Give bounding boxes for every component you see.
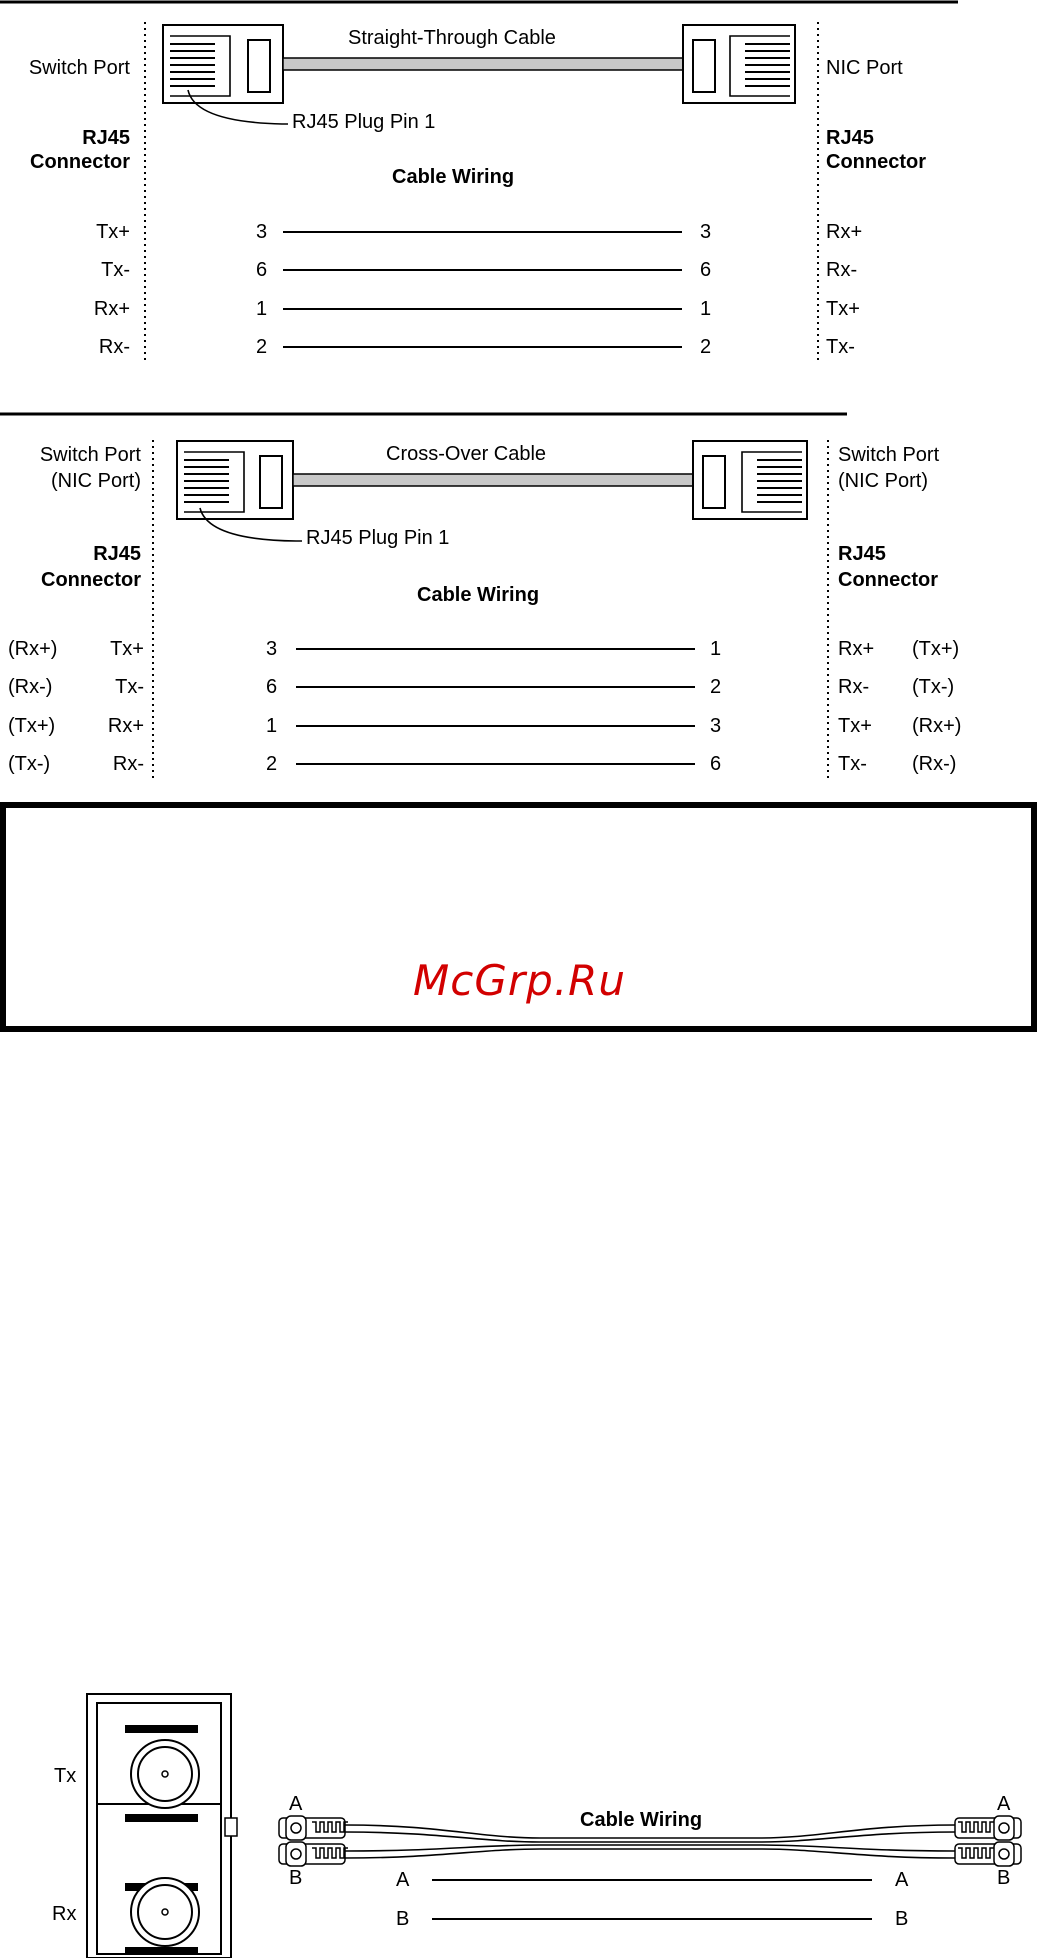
crossover-left-port-line2: (NIC Port) [51,470,141,492]
crossover-row-right-signal: Rx+ [838,638,875,660]
straight-row-left-signal: Rx- [98,336,130,358]
fiber-left-end-b-label: B [289,1867,303,1889]
crossover-row-left-signal: Tx+ [110,638,144,660]
crossover-row-left-pin: 6 [266,676,278,698]
crossover-row-left-signal: Tx- [115,676,144,698]
crossover-right-connector-line1: RJ45 [838,543,886,565]
fiber-left-connectors [279,1816,348,1866]
crossover-left-connector-line2: Connector [41,569,141,591]
straight-row-right-pin: 2 [700,336,712,358]
crossover-row-left-pin: 3 [266,638,278,660]
fiber-right-connectors [955,1816,1021,1866]
crossover-row-left-alt: (Tx+) [8,715,56,737]
crossover-row-left-alt: (Tx-) [8,753,51,775]
straight-right-connector-line1: RJ45 [826,127,874,149]
fiber-row-left: B [396,1908,410,1930]
crossover-row-right-pin: 2 [710,676,722,698]
crossover-row-right-signal: Tx+ [838,715,872,737]
fiber-row-right: A [895,1869,909,1891]
crossover-row-right-alt: (Tx+) [912,638,960,660]
crossover-left-connector-line1: RJ45 [93,543,141,565]
crossover-row-left-alt: (Rx-) [8,676,53,698]
crossover-right-port-line1: Switch Port [838,444,940,466]
crossover-right-connector-line2: Connector [838,569,938,591]
straight-row-left-pin: 1 [256,298,268,320]
fiber-wire-lines [432,1880,872,1919]
fiber-row-left: A [396,1869,410,1891]
crossover-row-left-alt: (Rx+) [8,638,58,660]
straight-right-rj45-plug [683,25,795,103]
straight-row-right-signal: Rx- [826,259,858,281]
straight-right-connector-line2: Connector [826,151,926,173]
crossover-row-right-alt: (Tx-) [912,676,955,698]
straight-row-left-signal: Tx+ [96,221,130,243]
straight-row-left-signal: Rx+ [93,298,130,320]
straight-wiring-title: Cable Wiring [392,166,515,188]
crossover-row-left-pin: 1 [266,715,278,737]
straight-cable-title: Straight-Through Cable [348,27,556,49]
crossover-row-left-signal: Rx+ [107,715,144,737]
straight-plug-pin-label: RJ45 Plug Pin 1 [292,111,436,133]
crossover-row-right-alt: (Rx+) [912,715,962,737]
straight-right-port-label: NIC Port [826,57,903,79]
straight-row-left-pin: 6 [256,259,268,281]
crossover-row-left-pin: 2 [266,753,278,775]
straight-row-left-pin: 2 [256,336,268,358]
crossover-row-right-pin: 1 [710,638,722,660]
crossover-row-right-signal: Rx- [838,676,870,698]
straight-wire-lines [283,232,682,347]
fiber-port-tx-label: Tx [54,1765,77,1787]
crossover-row-right-pin: 6 [710,753,722,775]
straight-row-right-signal: Tx- [826,336,855,358]
crossover-wire-lines [296,649,695,764]
fiber-left-end-a-label: A [289,1793,303,1815]
crossover-cable-title: Cross-Over Cable [386,443,547,465]
straight-row-right-signal: Rx+ [826,221,863,243]
straight-left-rj45-plug [163,25,283,103]
watermark-text: McGrp.Ru [413,956,626,1005]
straight-left-port-label: Switch Port [28,57,130,79]
straight-row-right-signal: Tx+ [826,298,860,320]
straight-left-connector-line1: RJ45 [82,127,130,149]
fiber-row-right: B [895,1908,909,1930]
straight-cable-body [283,58,683,70]
crossover-right-rj45-plug [693,441,807,519]
crossover-plug-pin-label: RJ45 Plug Pin 1 [306,527,450,549]
straight-row-left-pin: 3 [256,221,268,243]
crossover-left-rj45-plug [177,441,293,519]
crossover-row-right-signal: Tx- [838,753,867,775]
crossover-row-right-alt: (Rx-) [912,753,957,775]
fiber-right-end-a-label: A [997,1793,1011,1815]
fiber-wiring-title: Cable Wiring [580,1809,703,1831]
straight-left-connector-line2: Connector [30,151,130,173]
crossover-left-port-line1: Switch Port [39,444,141,466]
straight-row-right-pin: 3 [700,221,712,243]
straight-row-left-signal: Tx- [101,259,130,281]
crossover-right-port-line2: (NIC Port) [838,470,928,492]
crossover-row-right-pin: 3 [710,715,722,737]
straight-row-right-pin: 6 [700,259,712,281]
crossover-cable-body [293,474,693,486]
fiber-port-rx-label: Rx [52,1903,77,1925]
fiber-transceiver-port [87,1694,237,1958]
straight-row-right-pin: 1 [700,298,712,320]
crossover-row-left-signal: Rx- [112,753,144,775]
fiber-right-end-b-label: B [997,1867,1011,1889]
crossover-wiring-title: Cable Wiring [417,584,540,606]
